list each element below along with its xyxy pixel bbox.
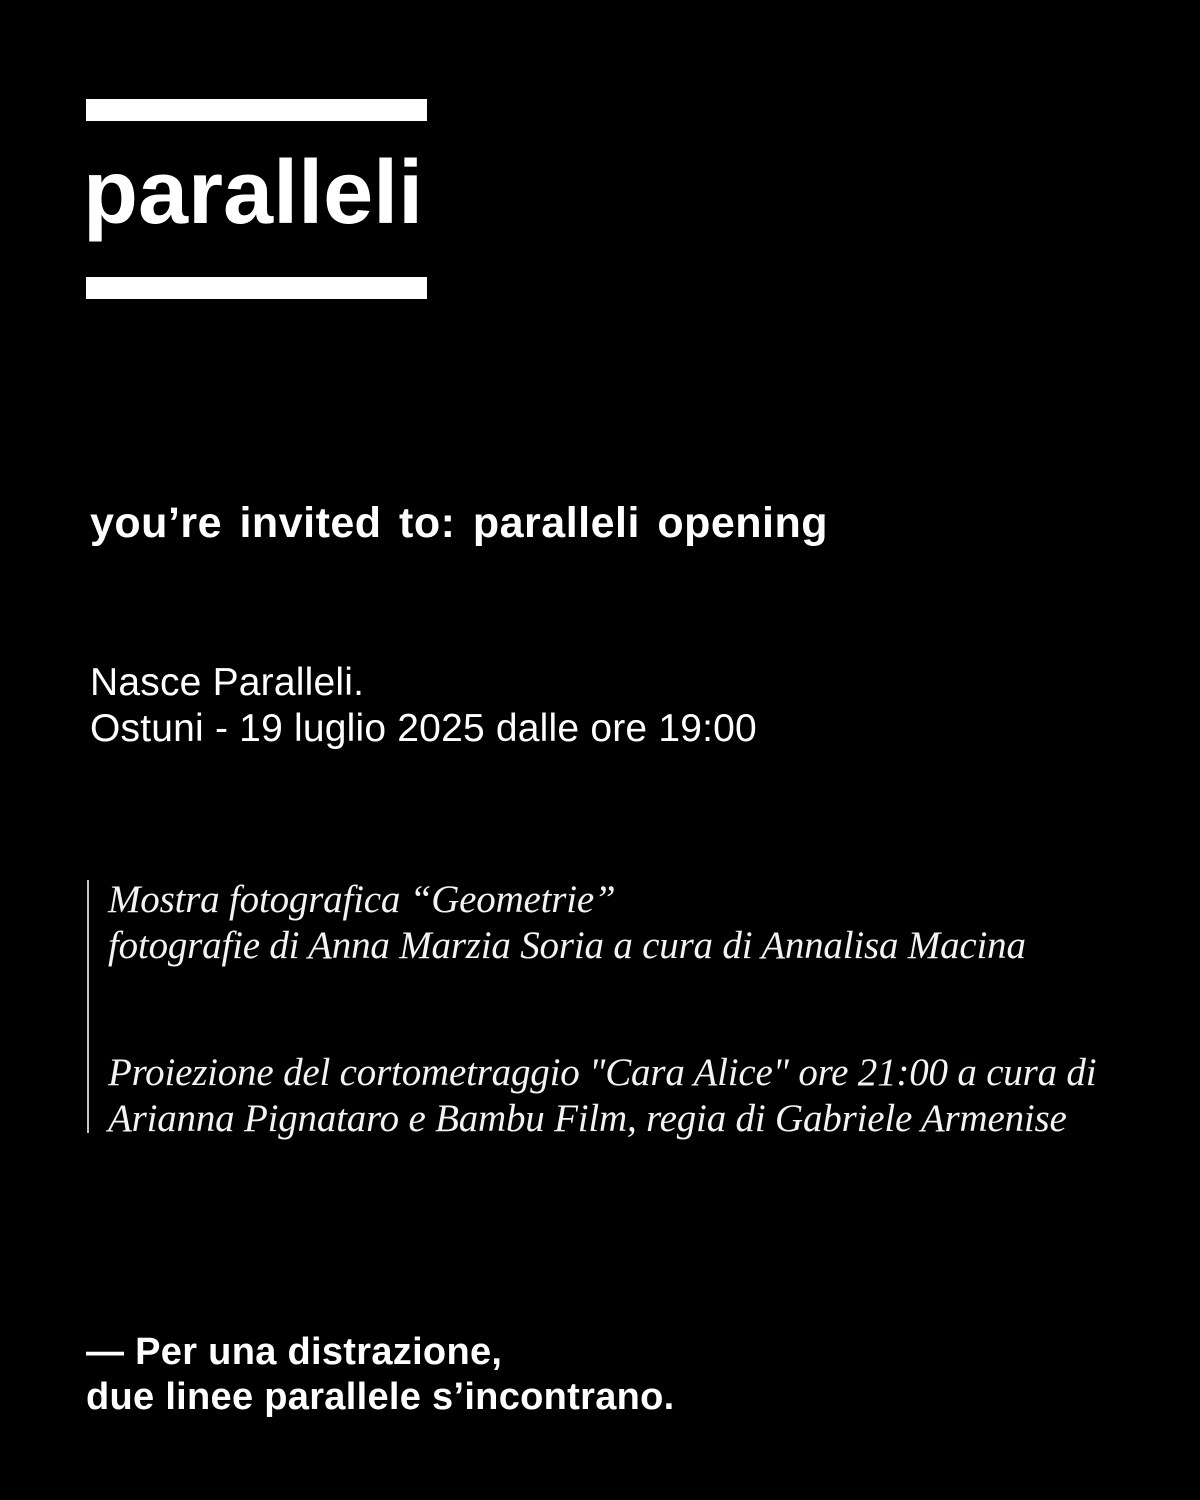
tagline-line1: — Per una distrazione, bbox=[86, 1331, 503, 1373]
tagline bbox=[86, 1330, 675, 1420]
program-item-exhibition bbox=[108, 877, 1026, 969]
logo-top-bar bbox=[86, 99, 427, 121]
logo-bottom-bar bbox=[86, 277, 427, 299]
logo-wordmark: paralleli bbox=[83, 143, 424, 243]
exhibition-title: Mostra fotografica “Geometrie” bbox=[108, 878, 616, 921]
invitation-headline: you’re invited to: paralleli opening bbox=[90, 499, 829, 547]
screening-credits: Arianna Pignataro e Bambu Film, regia di Gabriele Armenise bbox=[108, 1097, 1067, 1140]
program-item-screening bbox=[108, 1050, 1096, 1142]
screening-title: Proiezione del cortometraggio "Cara Alice" ore 21:00 a cura di bbox=[108, 1051, 1097, 1094]
tagline-line2: due linee parallele s’incontrano. bbox=[86, 1376, 675, 1418]
exhibition-credits: fotografie di Anna Marzia Soria a cura di Annalisa Macina bbox=[108, 924, 1026, 967]
intro-line-title: Nasce Paralleli. bbox=[90, 661, 365, 704]
intro-line-date-location: Ostuni - 19 luglio 2025 dalle ore 19:00 bbox=[90, 707, 757, 750]
program-vertical-rule bbox=[87, 880, 89, 1133]
event-intro bbox=[90, 660, 757, 752]
